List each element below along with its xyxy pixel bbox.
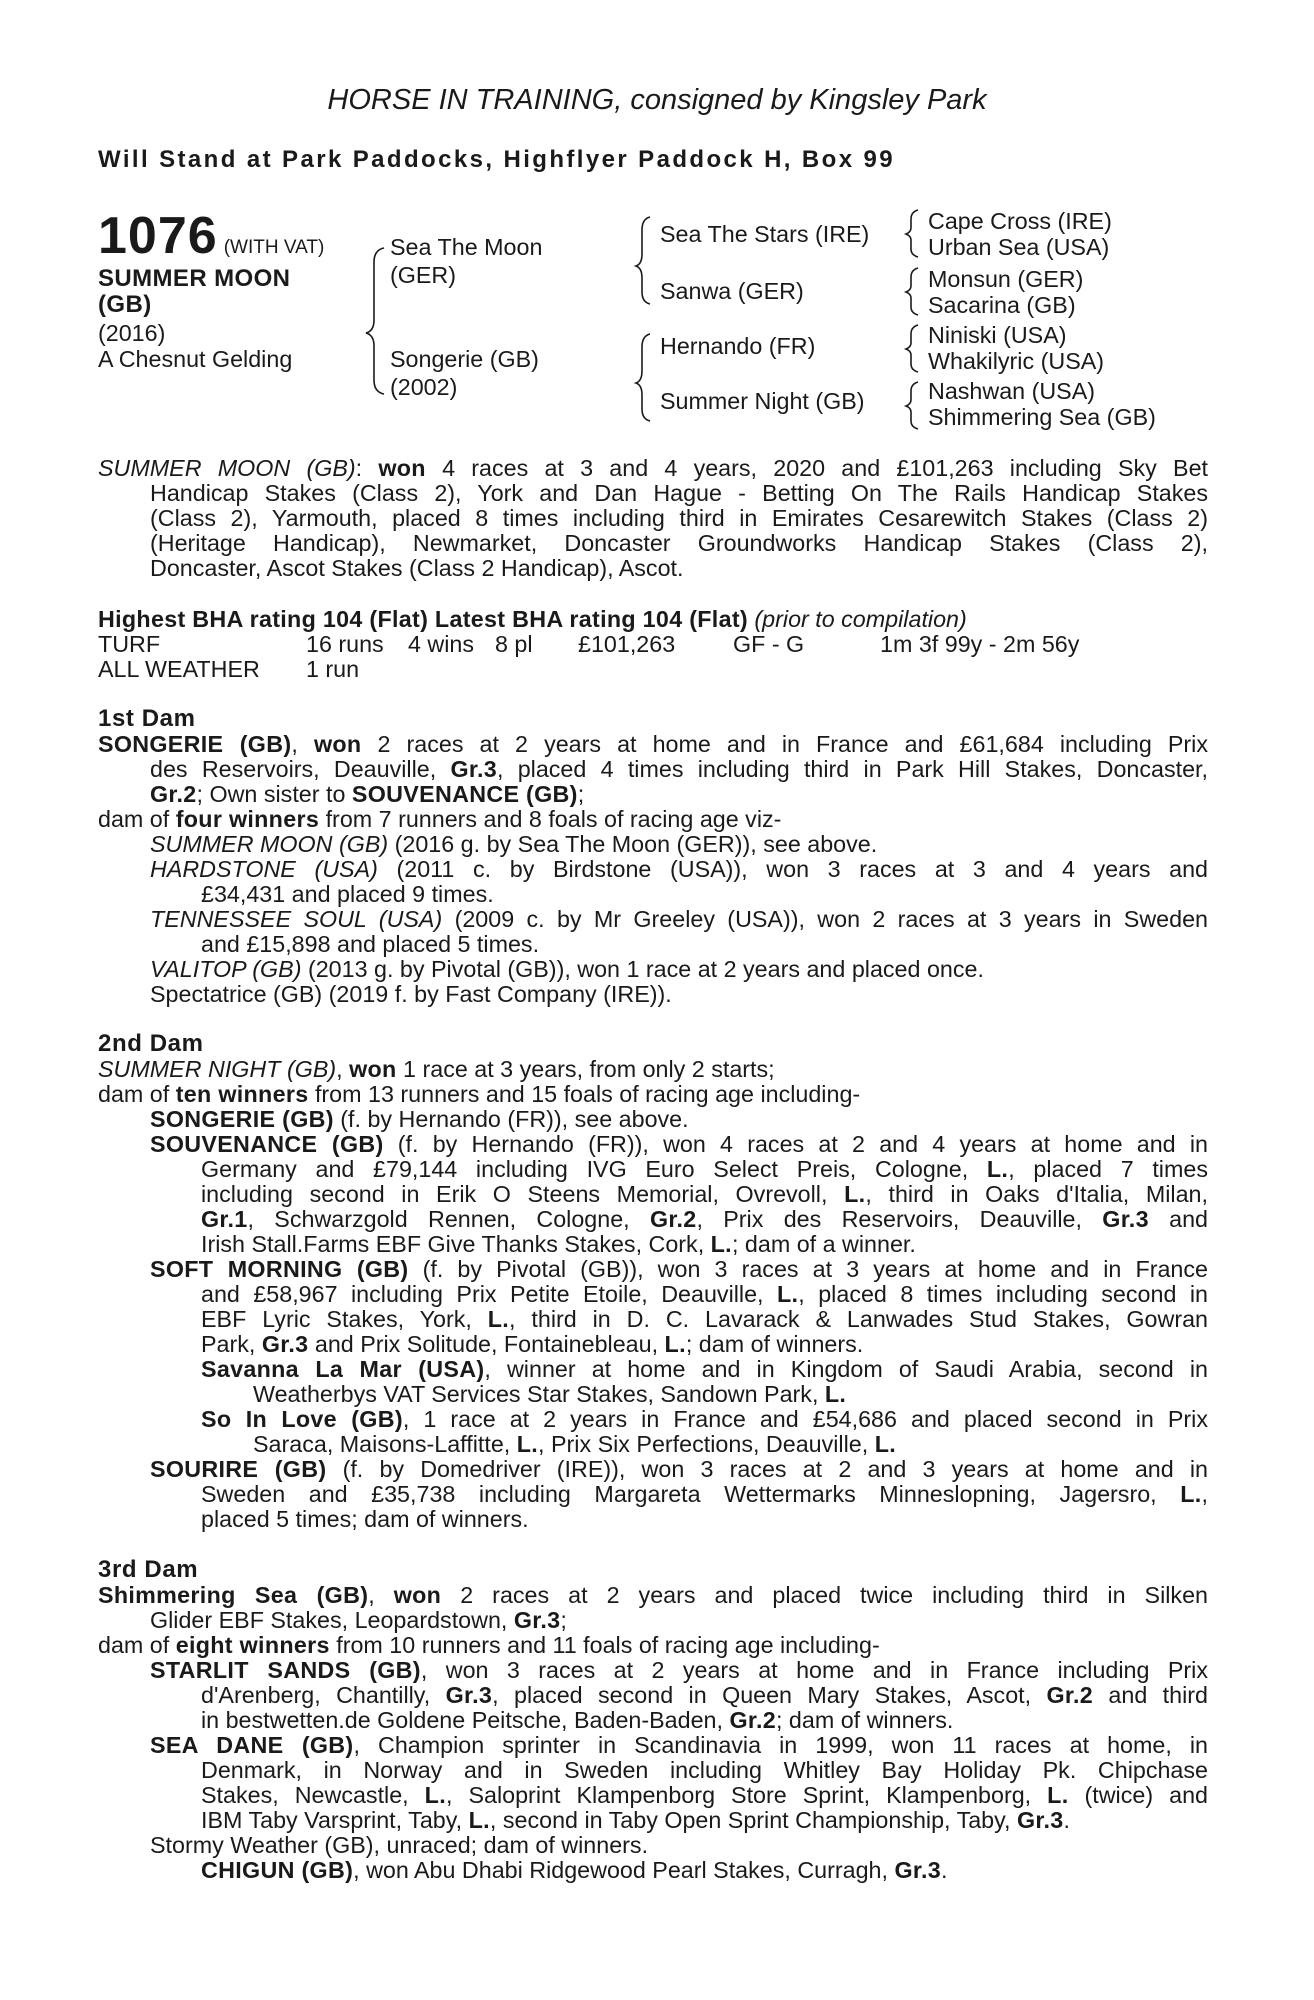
second-dam-b-4: Gr.1, Schwarzgold Rennen, Cologne, Gr.2, Prix des Reservoirs, Deauville, Gr.3 and bbox=[201, 1206, 1209, 1232]
first-dam-progeny-3-cont: and £15,898 and placed 5 times. bbox=[201, 931, 540, 957]
horse-description: A Chesnut Gelding bbox=[98, 346, 293, 372]
second-dam-b-3: including second in Erik O Steens Memorial, Ovrevoll, L., third in Oaks d'Italia, Milan, bbox=[201, 1181, 1208, 1207]
first-dam-progeny-2: HARDSTONE (USA) (2011 c. by Birdstone (USA)), won 3 races at 3 and 4 years and bbox=[150, 856, 1208, 882]
first-dam-line-1: SONGERIE (GB), won 2 races at 2 years at home and in France and £61,684 including Prix bbox=[98, 731, 1208, 757]
second-dam-c: SOFT MORNING (GB) (f. by Pivotal (GB)), won 3 races at 3 years at home and in France bbox=[150, 1256, 1208, 1282]
summary-line-4: (Heritage Handicap), Newmarket, Doncaster Groundworks Handicap Stakes (Class 2), bbox=[150, 530, 1208, 556]
second-dam-e: So In Love (GB), 1 race at 2 years in France and £54,686 and placed second in Prix bbox=[201, 1406, 1208, 1432]
bracket-gen3-d bbox=[906, 382, 918, 429]
sire-country: (GER) bbox=[390, 262, 457, 288]
second-dam-e-2: Saraca, Maisons-Laffitte, L., Prix Six Perfections, Deauville, L. bbox=[253, 1431, 896, 1457]
third-dam-b-3: Stakes, Newcastle, L., Saloprint Klampenborg Store Sprint, Klampenborg, L. (twice) and bbox=[201, 1782, 1208, 1808]
second-dam-f-3: placed 5 times; dam of winners. bbox=[201, 1506, 529, 1532]
turf-prize: £101,263 bbox=[578, 631, 676, 657]
gen3-3: Monsun (GER) bbox=[928, 266, 1084, 292]
second-dam-line-1: SUMMER NIGHT (GB), won 1 race at 3 years, from only 2 starts; bbox=[98, 1056, 775, 1082]
horse-name: SUMMER MOON bbox=[98, 265, 291, 292]
summary-line-1: SUMMER MOON (GB): won 4 races at 3 and 4 years, 2020 and £101,263 including Sky Bet bbox=[98, 455, 1208, 481]
bracket-gen3-a bbox=[906, 210, 918, 257]
gen3-7: Nashwan (USA) bbox=[928, 378, 1096, 404]
second-dam-c-3: EBF Lyric Stakes, York, L., third in D. C. Lavarack & Lanwades Stud Stakes, Gowran bbox=[201, 1306, 1209, 1332]
gen3-6: Whakilyric (USA) bbox=[928, 348, 1105, 374]
first-dam-line-4: dam of four winners from 7 runners and 8 foals of racing age viz- bbox=[98, 806, 782, 832]
bracket-gen3-b bbox=[906, 268, 918, 315]
lot-number: 1076 bbox=[98, 207, 218, 265]
third-dam-line-1: Shimmering Sea (GB), won 2 races at 2 years and placed twice including third in Silken bbox=[98, 1582, 1208, 1608]
first-dam-heading: 1st Dam bbox=[98, 705, 196, 732]
bracket-gen2-sire bbox=[636, 217, 650, 304]
horse-country: (GB) bbox=[98, 291, 152, 318]
first-dam-progeny-2-cont: £34,431 and placed 9 times. bbox=[201, 881, 494, 907]
turf-wins: 4 wins bbox=[408, 631, 475, 657]
first-dam-progeny-3: TENNESSEE SOUL (USA) (2009 c. by Mr Greeley (USA)), won 2 races at 3 years in Sweden bbox=[150, 906, 1208, 932]
turf-label: TURF bbox=[98, 631, 161, 657]
sire-name: Sea The Moon bbox=[390, 234, 543, 260]
first-dam-progeny-5: Spectatrice (GB) (2019 f. by Fast Company (IRE)). bbox=[150, 981, 672, 1007]
first-dam-line-3: Gr.2; Own sister to SOUVENANCE (GB); bbox=[150, 781, 585, 807]
dam-dam: Summer Night (GB) bbox=[660, 388, 865, 414]
first-dam-progeny-4: VALITOP (GB) (2013 g. by Pivotal (GB)), won 1 race at 2 years and placed once. bbox=[150, 956, 984, 982]
dam-year: (2002) bbox=[390, 374, 458, 400]
gen3-2: Urban Sea (USA) bbox=[928, 234, 1110, 260]
third-dam-line-3: dam of eight winners from 10 runners and 11 foals of racing age including- bbox=[98, 1632, 880, 1658]
second-dam-heading: 2nd Dam bbox=[98, 1030, 204, 1057]
bracket-gen3-c bbox=[906, 325, 918, 372]
rating-headline: Highest BHA rating 104 (Flat) Latest BHA rating 104 (Flat) (prior to compilation) bbox=[98, 606, 967, 632]
third-dam-b: SEA DANE (GB), Champion sprinter in Scandinavia in 1999, won 11 races at home, in bbox=[150, 1732, 1208, 1758]
pedigree-brackets bbox=[0, 0, 1314, 440]
sire-dam: Sanwa (GER) bbox=[660, 278, 804, 304]
aw-label: ALL WEATHER bbox=[98, 656, 260, 682]
gen3-8: Shimmering Sea (GB) bbox=[928, 404, 1156, 430]
third-dam-a-3: in bestwetten.de Goldene Peitsche, Baden-Baden, Gr.2; dam of winners. bbox=[201, 1707, 954, 1733]
gen3-1: Cape Cross (IRE) bbox=[928, 208, 1112, 234]
turf-distance: 1m 3f 99y - 2m 56y bbox=[880, 631, 1080, 657]
second-dam-line-2: dam of ten winners from 13 runners and 15 foals of racing age including- bbox=[98, 1081, 861, 1107]
third-dam-heading: 3rd Dam bbox=[98, 1556, 199, 1583]
third-dam-a: STARLIT SANDS (GB), won 3 races at 2 years at home and in France including Prix bbox=[150, 1657, 1208, 1683]
stand-location: Will Stand at Park Paddocks, Highflyer Paddock H, Box 99 bbox=[98, 146, 896, 173]
third-dam-d: CHIGUN (GB), won Abu Dhabi Ridgewood Pearl Stakes, Curragh, Gr.3. bbox=[201, 1857, 948, 1883]
second-dam-f-2: Sweden and £35,738 including Margareta Wettermarks Minneslopning, Jagersro, L., bbox=[201, 1481, 1208, 1507]
turf-placed: 8 pl bbox=[495, 631, 533, 657]
turf-runs: 16 runs bbox=[306, 631, 384, 657]
summary-line-5: Doncaster, Ascot Stakes (Class 2 Handicap), Ascot. bbox=[150, 555, 684, 581]
second-dam-d: Savanna La Mar (USA), winner at home and in Kingdom of Saudi Arabia, second in bbox=[201, 1356, 1208, 1382]
bracket-gen2-dam bbox=[636, 334, 650, 421]
second-dam-b: SOUVENANCE (GB) (f. by Hernando (FR)), won 4 races at 2 and 4 years at home and in bbox=[150, 1131, 1208, 1157]
summary-line-2: Handicap Stakes (Class 2), York and Dan Hague - Betting On The Rails Handicap Stakes bbox=[150, 480, 1208, 506]
bracket-gen1 bbox=[366, 248, 384, 394]
gen3-4: Sacarina (GB) bbox=[928, 292, 1076, 318]
second-dam-d-2: Weatherbys VAT Services Star Stakes, Sandown Park, L. bbox=[253, 1381, 847, 1407]
third-dam-b-4: IBM Taby Varsprint, Taby, L., second in Taby Open Sprint Championship, Taby, Gr.3. bbox=[201, 1807, 1071, 1833]
turf-going: GF - G bbox=[733, 631, 805, 657]
page-title: HORSE IN TRAINING, consigned by Kingsley Park bbox=[327, 84, 987, 116]
second-dam-b-5: Irish Stall.Farms EBF Give Thanks Stakes, Cork, L.; dam of a winner. bbox=[201, 1231, 916, 1257]
dam-name: Songerie (GB) bbox=[390, 346, 539, 372]
horse-year: (2016) bbox=[98, 320, 166, 346]
sire-sire: Sea The Stars (IRE) bbox=[660, 221, 870, 247]
gen3-5: Niniski (USA) bbox=[928, 322, 1067, 348]
third-dam-c: Stormy Weather (GB), unraced; dam of winners. bbox=[150, 1832, 649, 1858]
first-dam-progeny-1: SUMMER MOON (GB) (2016 g. by Sea The Moon (GER)), see above. bbox=[150, 831, 878, 857]
vat-note: (WITH VAT) bbox=[223, 237, 325, 258]
first-dam-line-2: des Reservoirs, Deauville, Gr.3, placed 4 times including third in Park Hill Stakes, Doncaster, bbox=[150, 756, 1208, 782]
second-dam-c-2: and £58,967 including Prix Petite Etoile, Deauville, L., placed 8 times including second in bbox=[201, 1281, 1208, 1307]
second-dam-a: SONGERIE (GB) (f. by Hernando (FR)), see above. bbox=[150, 1106, 689, 1132]
third-dam-line-2: Glider EBF Stakes, Leopardstown, Gr.3; bbox=[150, 1607, 567, 1633]
third-dam-a-2: d'Arenberg, Chantilly, Gr.3, placed second in Queen Mary Stakes, Ascot, Gr.2 and third bbox=[201, 1682, 1209, 1708]
dam-sire: Hernando (FR) bbox=[660, 333, 816, 359]
summary-line-3: (Class 2), Yarmouth, placed 8 times including third in Emirates Cesarewitch Stakes (Class 2) bbox=[150, 505, 1208, 531]
second-dam-c-4: Park, Gr.3 and Prix Solitude, Fontainebleau, L.; dam of winners. bbox=[201, 1331, 864, 1357]
second-dam-b-2: Germany and £79,144 including IVG Euro Select Preis, Cologne, L., placed 7 times bbox=[201, 1156, 1208, 1182]
aw-runs: 1 run bbox=[306, 656, 360, 682]
third-dam-b-2: Denmark, in Norway and in Sweden including Whitley Bay Holiday Pk. Chipchase bbox=[201, 1757, 1208, 1783]
second-dam-f: SOURIRE (GB) (f. by Domedriver (IRE)), won 3 races at 2 and 3 years at home and in bbox=[150, 1456, 1208, 1482]
